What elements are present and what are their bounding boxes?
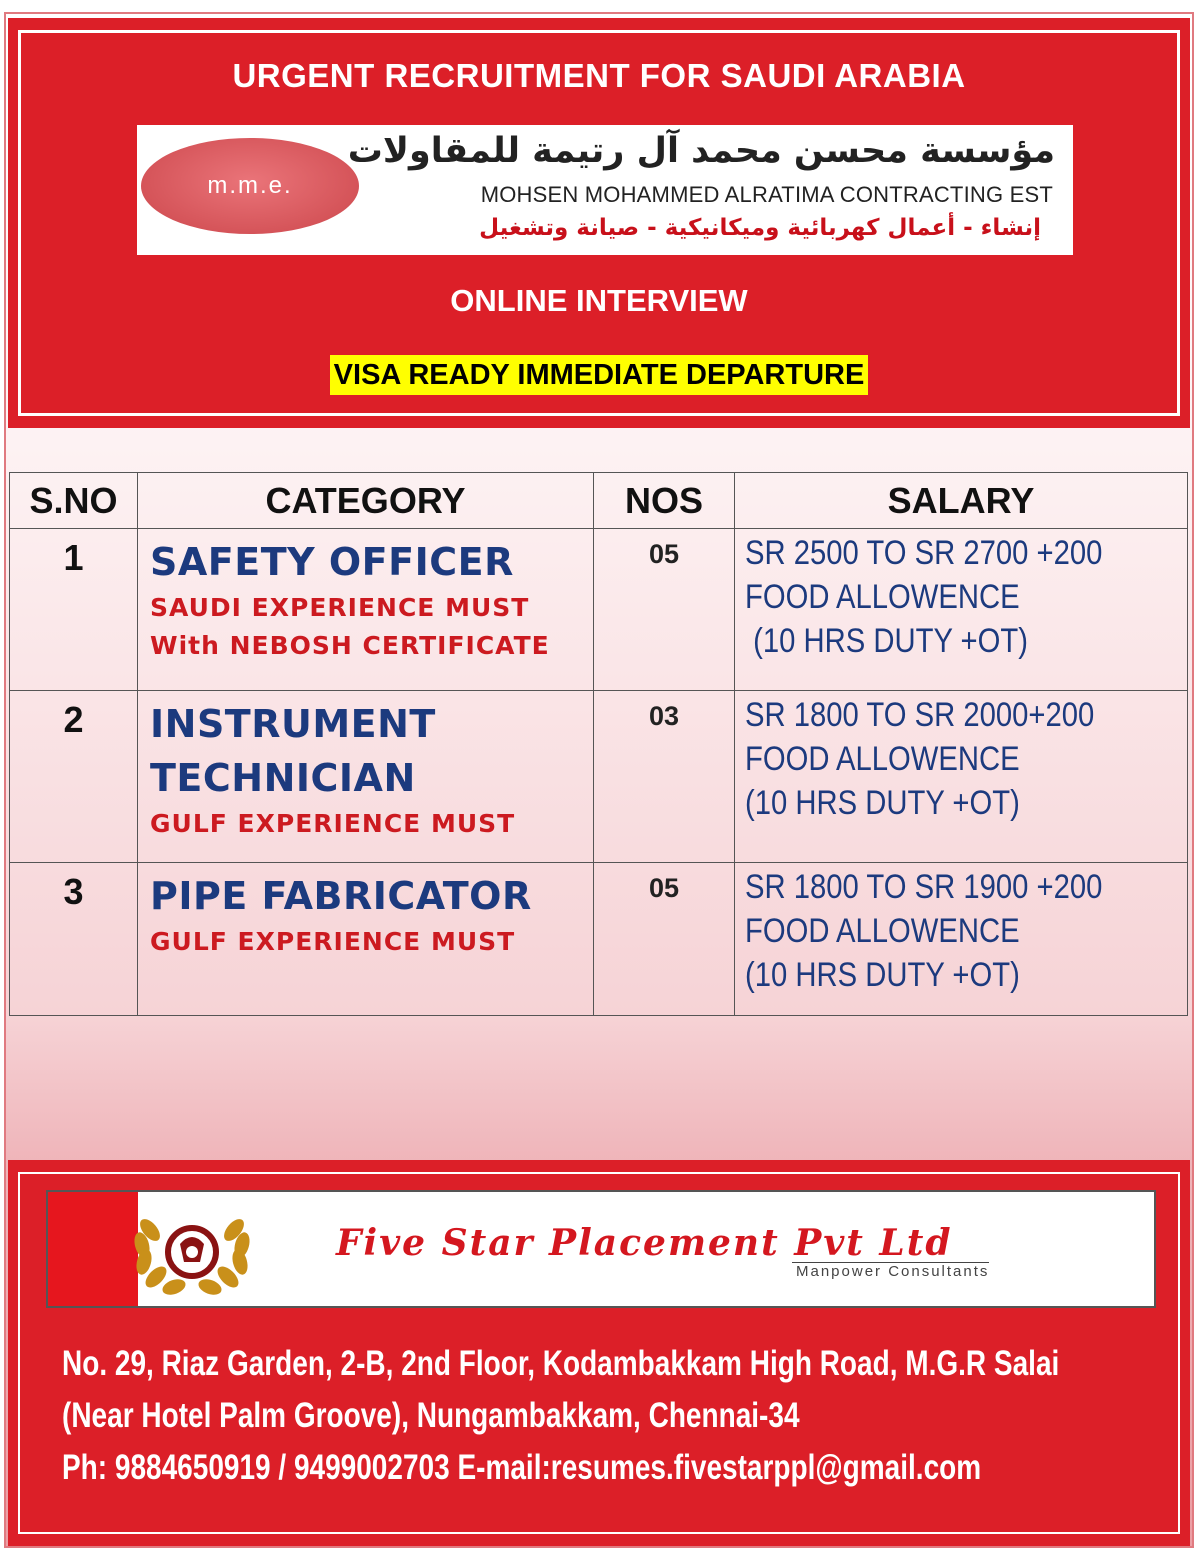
employer-logo-text: m.m.e. xyxy=(207,172,293,199)
row-salary xyxy=(735,863,1188,1016)
salary-line: FOOD ALLOWENCE xyxy=(745,912,1020,950)
employer-logo-panel xyxy=(137,125,1073,255)
salary-line: FOOD ALLOWENCE xyxy=(745,578,1020,616)
table-row xyxy=(10,691,1188,863)
visa-notice-text: VISA READY IMMEDIATE DEPARTURE xyxy=(330,355,869,395)
row-salary xyxy=(735,529,1188,691)
agency-logo-panel xyxy=(46,1190,1156,1308)
employer-logo xyxy=(141,138,359,234)
salary-line: SR 1800 TO SR 1900 +200 xyxy=(745,868,1103,906)
salary-line: (10 HRS DUTY +OT) xyxy=(745,956,1020,994)
online-interview-label: ONLINE INTERVIEW xyxy=(450,283,748,318)
address-line-1: No. 29, Riaz Garden, 2-B, 2nd Floor, Kodambakkam High Road, M.G.R Salai xyxy=(62,1344,1060,1383)
table-header-row xyxy=(10,473,1188,529)
salary-line: (10 HRS DUTY +OT) xyxy=(745,784,1020,822)
row-nos: 05 xyxy=(594,863,735,1016)
salary-line: FOOD ALLOWENCE xyxy=(745,740,1020,778)
row-salary xyxy=(735,691,1188,863)
job-title: INSTRUMENT xyxy=(150,702,436,746)
table-row xyxy=(10,529,1188,691)
job-title: PIPE FABRICATOR xyxy=(150,874,532,918)
visa-notice xyxy=(21,355,1177,395)
company-name-arabic: مؤسسة محسن محمد آل رتيمة للمقاولات xyxy=(347,131,1055,171)
address-line-2: (Near Hotel Palm Groove), Nungambakkam, Chennai-34 xyxy=(62,1396,800,1435)
job-requirement: GULF EXPERIENCE MUST xyxy=(150,809,516,838)
job-table xyxy=(9,472,1188,1016)
footer-frame xyxy=(18,1172,1180,1534)
salary-line: (10 HRS DUTY +OT) xyxy=(745,622,1028,660)
row-sno: 1 xyxy=(10,529,138,691)
column-header-category: CATEGORY xyxy=(138,473,594,529)
recruitment-poster xyxy=(4,12,1194,1548)
row-category xyxy=(138,529,594,691)
headline: URGENT RECRUITMENT FOR SAUDI ARABIA xyxy=(232,57,966,94)
row-category xyxy=(138,691,594,863)
agency-tagline: Manpower Consultants xyxy=(792,1262,989,1280)
row-nos: 03 xyxy=(594,691,735,863)
row-sno: 3 xyxy=(10,863,138,1016)
contact-line: Ph: 9884650919 / 9499002703 E-mail:resumes.fivestarppl@gmail.com xyxy=(62,1448,982,1487)
table-row xyxy=(10,863,1188,1016)
job-requirement: With NEBOSH CERTIFICATE xyxy=(150,631,550,660)
footer-banner xyxy=(8,1160,1190,1546)
column-header-sno: S.NO xyxy=(10,473,138,529)
agency-name: Five Star Placement Pvt Ltd xyxy=(336,1222,953,1264)
column-header-nos: NOS xyxy=(594,473,735,529)
header-banner xyxy=(8,18,1190,428)
job-title: SAFETY OFFICER xyxy=(150,540,514,584)
job-requirement: SAUDI EXPERIENCE MUST xyxy=(150,593,530,622)
job-title: TECHNICIAN xyxy=(150,756,416,800)
row-nos: 05 xyxy=(594,529,735,691)
row-sno: 2 xyxy=(10,691,138,863)
company-services-arabic: إنشاء - أعمال كهربائية وميكانيكية - صيانة وتشغيل xyxy=(479,215,1041,241)
salary-line: SR 2500 TO SR 2700 +200 xyxy=(745,534,1103,572)
job-requirement: GULF EXPERIENCE MUST xyxy=(150,927,516,956)
header-frame xyxy=(18,30,1180,416)
column-header-salary: SALARY xyxy=(735,473,1188,529)
row-category xyxy=(138,863,594,1016)
laurel-wreath-icon xyxy=(100,1200,284,1300)
salary-line: SR 1800 TO SR 2000+200 xyxy=(745,696,1095,734)
company-name-english: MOHSEN MOHAMMED ALRATIMA CONTRACTING EST xyxy=(480,182,1053,207)
